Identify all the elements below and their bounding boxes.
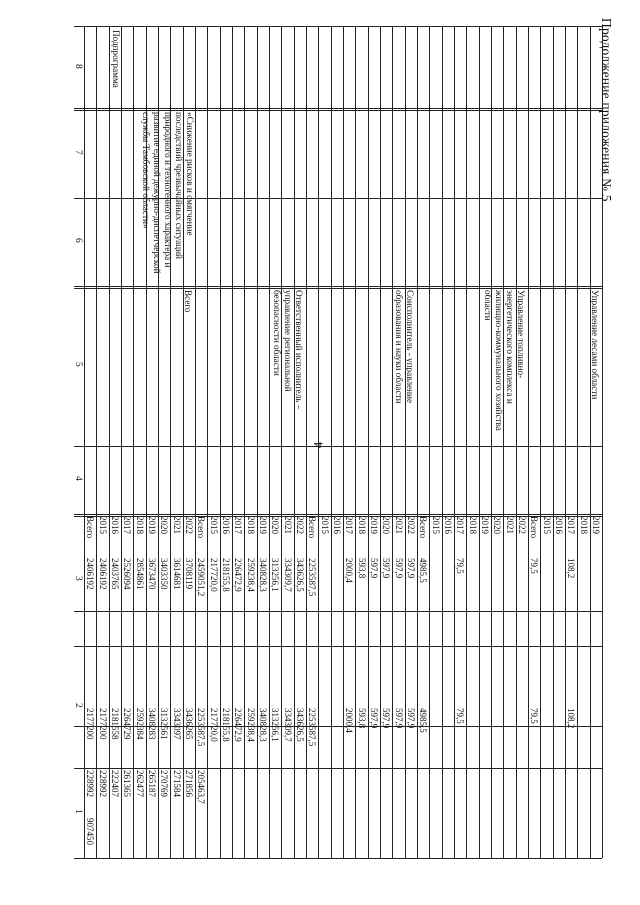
table-hline bbox=[74, 108, 602, 109]
table-cell: 597,9 bbox=[406, 708, 416, 729]
table-cell: 228992 bbox=[85, 770, 96, 797]
table-cell: 228992 bbox=[97, 770, 108, 797]
table-cell: 2018 bbox=[467, 516, 478, 534]
table-cell: 2017 bbox=[455, 516, 466, 534]
table-cell: 2015 bbox=[430, 516, 441, 534]
table-cell: 597,9 bbox=[381, 708, 392, 729]
table-row-line bbox=[331, 26, 332, 858]
table-cell: 343626,5 bbox=[295, 558, 305, 592]
table-cell: 2016 bbox=[110, 516, 120, 534]
table-cell: 2021 bbox=[504, 516, 515, 534]
table-cell: 2253587,5 bbox=[196, 708, 207, 747]
executor-name: Управление топливно-энергетического комплекса и жилищно-коммунального хозяйства области bbox=[483, 290, 526, 431]
table-row-line bbox=[318, 26, 319, 858]
table-cell: 3132561 bbox=[159, 708, 170, 740]
table-cell: 2015 bbox=[319, 516, 330, 534]
table-cell: 2018 bbox=[578, 516, 589, 534]
column-number-header: 4 bbox=[73, 476, 83, 481]
table-cell: 2017 bbox=[233, 516, 244, 534]
table-cell: Всего bbox=[196, 516, 207, 539]
table-row-line bbox=[503, 26, 504, 858]
table-cell: 2022 bbox=[184, 516, 194, 534]
table-row-line bbox=[553, 26, 554, 858]
table-row-line bbox=[540, 26, 541, 858]
table-hline bbox=[74, 611, 602, 612]
table-cell: 2016 bbox=[221, 516, 231, 534]
table-cell: 593,8 bbox=[356, 558, 367, 579]
row-label: Подпрограмма bbox=[111, 30, 121, 88]
table-row-line bbox=[429, 26, 430, 858]
table-cell: 2177200 bbox=[85, 708, 96, 740]
table-cell: 226472,9 bbox=[233, 708, 244, 742]
table-cell: 2021 bbox=[171, 516, 182, 534]
column-number-header: 8 bbox=[73, 64, 83, 69]
column-number-header: 1 bbox=[73, 809, 83, 814]
table-row-line bbox=[392, 26, 393, 858]
table-cell: 261365 bbox=[122, 770, 133, 797]
table-cell: 271584 bbox=[171, 770, 182, 797]
table-cell: 2020 bbox=[270, 516, 281, 534]
table-cell: 2022 bbox=[406, 516, 416, 534]
executor-name: Соисполнитель - управление образования и науки области bbox=[394, 290, 415, 404]
table-cell: 4985,5 bbox=[418, 558, 429, 583]
table-row-line bbox=[355, 26, 356, 858]
executor-divider bbox=[417, 286, 418, 446]
budget-table bbox=[74, 26, 602, 858]
table-cell: 2019 bbox=[147, 516, 157, 534]
table-cell: 2021 bbox=[393, 516, 404, 534]
table-cell: 2015 bbox=[97, 516, 108, 534]
table-cell: 2253587,5 bbox=[307, 558, 318, 597]
table-cell: 265187 bbox=[147, 770, 157, 797]
table-cell: 2015 bbox=[208, 516, 219, 534]
table-cell: 593,8 bbox=[356, 708, 367, 729]
table-cell: 343626,5 bbox=[295, 708, 305, 742]
table-cell: 3673470 bbox=[147, 558, 157, 590]
table-cell: 313256,1 bbox=[270, 558, 281, 592]
table-row-line bbox=[368, 26, 369, 858]
table-cell: 2526094 bbox=[122, 558, 133, 590]
table-row-line bbox=[565, 26, 566, 858]
table-cell: 79,5 bbox=[455, 708, 466, 724]
table-cell: 2022 bbox=[517, 516, 527, 534]
table-hline bbox=[74, 858, 602, 859]
executor-divider bbox=[528, 286, 529, 446]
table-cell: 2592384 bbox=[134, 708, 145, 740]
table-cell: 226472,9 bbox=[233, 558, 244, 592]
table-cell: 2021 bbox=[282, 516, 293, 534]
table-row-line bbox=[466, 26, 467, 858]
table-cell: 597,9 bbox=[369, 708, 379, 729]
table-hline bbox=[74, 646, 602, 647]
table-cell: 2016 bbox=[554, 516, 564, 534]
table-cell: 2403765 bbox=[110, 558, 120, 590]
table-cell: 79,5 bbox=[455, 558, 466, 574]
table-row-line bbox=[491, 26, 492, 858]
table-cell: 2181558 bbox=[110, 708, 120, 740]
table-cell: 2020 bbox=[381, 516, 392, 534]
table-cell: 2018 bbox=[245, 516, 256, 534]
appendix-title: Продолжение приложения № 5 bbox=[599, 18, 614, 202]
column-number-header: 3 bbox=[73, 576, 83, 581]
table-cell: 259238,4 bbox=[245, 558, 256, 592]
executor-name: Всего bbox=[183, 290, 193, 313]
table-cell: 79,5 bbox=[529, 708, 540, 724]
table-row-line bbox=[405, 26, 406, 858]
table-cell: 218155,8 bbox=[221, 558, 231, 592]
table-cell: 79,5 bbox=[529, 558, 540, 574]
executor-name: Ответственный исполнитель – управление региональной безопасности области bbox=[272, 290, 304, 410]
table-cell: 2019 bbox=[591, 516, 601, 534]
table-cell: 2016 bbox=[332, 516, 342, 534]
table-cell: 2264729 bbox=[122, 708, 133, 740]
table-cell: 2459051,2 bbox=[196, 558, 207, 597]
executor-divider bbox=[306, 286, 307, 446]
table-cell: 262477 bbox=[134, 770, 145, 797]
column-number-header: 5 bbox=[73, 362, 83, 367]
table-cell: 2022 bbox=[295, 516, 305, 534]
table-cell: 313256,1 bbox=[270, 708, 281, 742]
table-cell: 907450 bbox=[85, 818, 96, 845]
table-cell: 3708119 bbox=[184, 558, 194, 590]
table-cell: 2253587,5 bbox=[307, 708, 318, 747]
table-cell: 218155,8 bbox=[221, 708, 231, 742]
table-cell: 3403350 bbox=[159, 558, 170, 590]
table-row-line bbox=[590, 26, 591, 858]
table-cell: 597,9 bbox=[369, 558, 379, 579]
table-cell: 2000,4 bbox=[344, 558, 355, 583]
table-cell: 2017 bbox=[344, 516, 355, 534]
subprogram-name: «Снижение рисков и смягчение последствий чрезвычайных ситуаций природного и техногенного характера и развитие единой дежурно-диспетчерской службы Тамбовской области» bbox=[141, 112, 195, 274]
table-row-line bbox=[516, 26, 517, 858]
table-cell: 3436265 bbox=[184, 708, 194, 740]
table-cell: 271856 bbox=[184, 770, 194, 797]
table-cell: 2406192 bbox=[97, 558, 108, 590]
table-hline bbox=[74, 446, 602, 447]
table-cell: 2015 bbox=[541, 516, 552, 534]
executor-divider bbox=[84, 286, 85, 446]
table-cell: 2854861 bbox=[134, 558, 145, 590]
table-cell: 3614681 bbox=[171, 558, 182, 590]
table-row-line bbox=[577, 26, 578, 858]
column-number-header: 7 bbox=[73, 150, 83, 155]
column-number-header: 6 bbox=[73, 238, 83, 243]
table-cell: 340828,3 bbox=[258, 558, 268, 592]
table-hline bbox=[74, 286, 602, 287]
table-cell: 259238,4 bbox=[245, 708, 256, 742]
table-cell: 2406192 bbox=[85, 558, 96, 590]
table-cell: Всего bbox=[307, 516, 318, 539]
table-cell: 2018 bbox=[356, 516, 367, 534]
table-cell: 340828,3 bbox=[258, 708, 268, 742]
table-cell: 2020 bbox=[159, 516, 170, 534]
table-row-line bbox=[442, 26, 443, 858]
table-cell: 2177200 bbox=[97, 708, 108, 740]
table-cell: 270769 bbox=[159, 770, 170, 797]
table-cell: 217720,0 bbox=[208, 558, 219, 592]
table-cell: 205463,7 bbox=[196, 770, 207, 804]
table-row-line bbox=[380, 26, 381, 858]
table-cell: 2019 bbox=[369, 516, 379, 534]
table-row-line bbox=[454, 26, 455, 858]
table-row-line bbox=[479, 26, 480, 858]
table-cell: 3343097 bbox=[171, 708, 182, 740]
table-cell: 108,2 bbox=[566, 708, 577, 729]
table-cell: 2000,4 bbox=[344, 708, 355, 733]
table-cell: 222407 bbox=[110, 770, 120, 797]
table-hline bbox=[74, 288, 602, 289]
table-cell: 2019 bbox=[258, 516, 268, 534]
table-cell: 334309,7 bbox=[282, 708, 293, 742]
table-hline bbox=[74, 768, 602, 769]
executor-name: Управление лесами области bbox=[590, 290, 600, 400]
table-cell: 108,2 bbox=[566, 558, 577, 579]
table-cell: 2018 bbox=[134, 516, 145, 534]
table-cell: 2017 bbox=[566, 516, 577, 534]
table-row-line bbox=[602, 26, 603, 858]
table-cell: 597,9 bbox=[406, 558, 416, 579]
table-cell: 597,9 bbox=[393, 708, 404, 729]
table-cell: 597,9 bbox=[381, 558, 392, 579]
table-cell: Всего bbox=[529, 516, 540, 539]
table-cell: Всего bbox=[418, 516, 429, 539]
page-number: 4 bbox=[310, 441, 326, 449]
table-hline bbox=[74, 514, 602, 515]
table-cell: 2020 bbox=[492, 516, 503, 534]
table-cell: 217720,0 bbox=[208, 708, 219, 742]
table-hline bbox=[74, 26, 602, 27]
table-cell: 334309,7 bbox=[282, 558, 293, 592]
table-hline bbox=[74, 110, 602, 111]
table-cell: 3408283 bbox=[147, 708, 157, 740]
table-cell: 4985,5 bbox=[418, 708, 429, 733]
table-cell: 2017 bbox=[122, 516, 133, 534]
column-number-header: 2 bbox=[73, 703, 83, 708]
table-cell: 2016 bbox=[443, 516, 453, 534]
table-cell: Всего bbox=[85, 516, 96, 539]
executor-divider bbox=[195, 286, 196, 446]
table-cell: 2019 bbox=[480, 516, 490, 534]
table-row-line bbox=[343, 26, 344, 858]
table-cell: 597,9 bbox=[393, 558, 404, 579]
